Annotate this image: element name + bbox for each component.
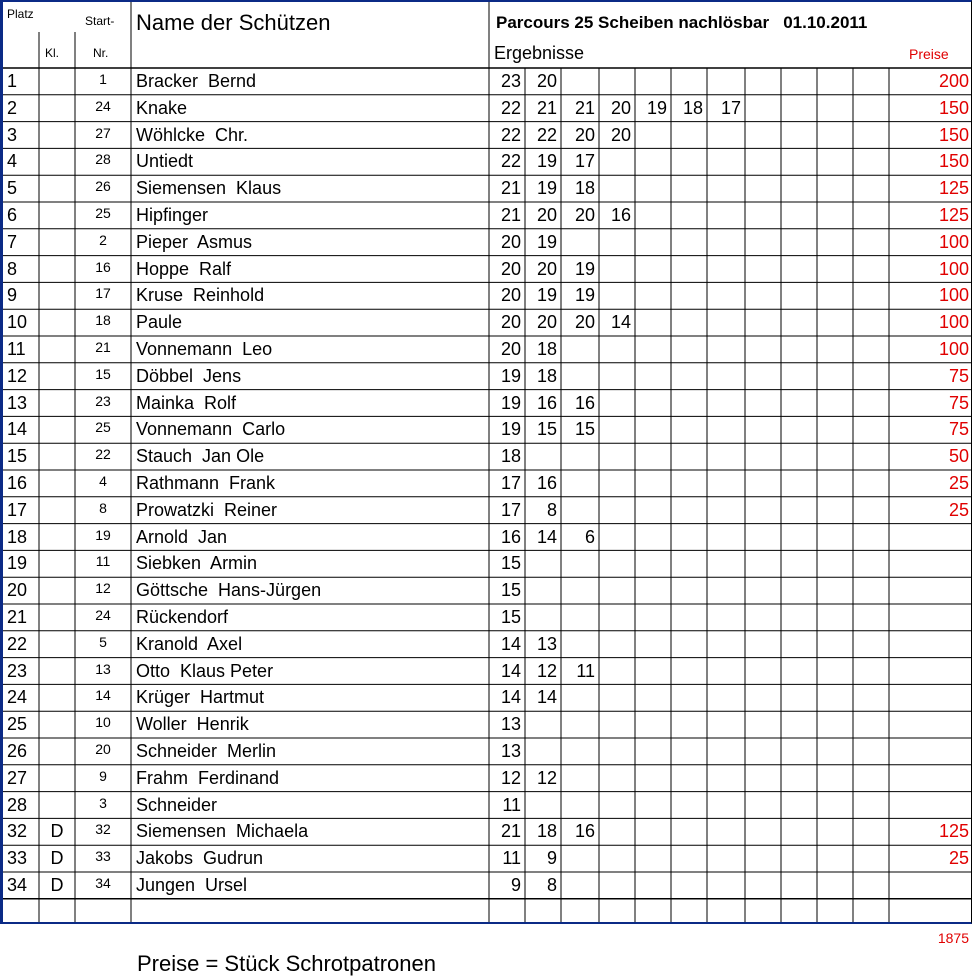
result-cell: 13 [500,741,521,761]
start-number-cell: 17 [95,285,111,302]
result-cell: 19 [536,178,557,199]
rank-cell: 19 [7,553,28,574]
result-cell: 12 [500,767,521,788]
rank-cell: 7 [7,231,18,252]
result-cell: 15 [500,580,521,601]
shooter-name-cell: Stauch Jan Ole [136,446,265,467]
rank-cell: 6 [7,205,18,225]
start-number-cell: 24 [95,607,111,623]
shooter-name-cell: Vonnemann Carlo [136,419,286,440]
result-cell: 20 [500,231,521,252]
start-number-cell: 22 [95,446,111,463]
shooter-name-cell: Jakobs Gudrun [136,848,264,869]
shooter-name-cell: Jungen Ursel [136,875,248,895]
start-number-cell: 27 [95,124,111,141]
result-cell: 16 [574,821,595,842]
shooter-name-cell: Hoppe Ralf [136,258,232,279]
start-number-cell: 14 [95,687,111,704]
result-cell: 14 [500,660,521,681]
rank-cell: 22 [7,633,28,654]
header-event: Parcours 25 Scheiben nachlösbar 01.10.2011 [496,13,868,32]
prize-cell: 25 [948,848,969,869]
result-cell: 6 [584,526,595,547]
start-number-cell: 3 [99,794,107,811]
result-cell: 16 [536,392,557,413]
prize-cell: 150 [938,97,969,118]
start-number-cell: 21 [95,339,111,355]
rank-cell: 24 [7,687,28,708]
result-cell: 11 [502,848,521,869]
result-cell: 18 [536,365,557,386]
result-cell: 20 [500,285,521,306]
prize-cell: 25 [948,499,969,520]
header-kl: Kl. [45,46,60,60]
header-ergebnisse: Ergebnisse [494,43,585,63]
result-cell: 19 [500,419,521,440]
shooter-name-cell: Rathmann Frank [136,473,276,493]
result-cell: 19 [536,285,557,306]
prize-cell: 100 [938,339,969,359]
rank-cell: 11 [7,339,26,359]
prize-cell: 125 [938,821,969,842]
prize-cell: 200 [938,71,969,91]
result-cell: 19 [500,392,521,413]
start-number-cell: 10 [95,714,111,731]
prize-cell: 100 [938,312,969,333]
shooter-name-cell: Otto Klaus Peter [136,660,274,681]
start-number-cell: 11 [95,553,111,570]
result-cell: 21 [574,97,595,118]
footer-note: Preise = Stück Schrotpatronen [137,951,436,976]
class-cell: D [50,821,64,842]
result-cell: 16 [536,473,557,493]
result-cell: 21 [500,821,521,842]
shooter-name-cell: Siemensen Klaus [136,178,282,199]
result-cell: 11 [576,660,595,681]
shooter-name-cell: Schneider [136,794,218,815]
start-number-cell: 25 [95,419,111,436]
shooter-name-cell: Siebken Armin [136,553,258,574]
rank-cell: 2 [7,97,18,118]
shooter-name-cell: Döbbel Jens [136,365,242,386]
result-cell: 23 [500,71,521,91]
result-cell: 17 [500,499,521,520]
rank-cell: 21 [7,607,28,627]
start-number-cell: 4 [99,473,107,489]
result-cell: 21 [500,178,521,199]
start-number-cell: 20 [95,741,111,757]
start-number-cell: 32 [95,821,111,838]
prize-cell: 75 [948,392,969,413]
start-number-cell: 9 [99,767,107,784]
result-cell: 18 [574,178,595,199]
result-cell: 20 [610,97,631,118]
shooter-name-cell: Knake [136,97,188,118]
prize-cell: 150 [938,124,969,145]
rank-cell: 27 [7,767,28,788]
result-cell: 9 [546,848,557,869]
rank-cell: 16 [7,473,28,493]
start-number-cell: 16 [95,258,111,275]
result-cell: 20 [536,258,557,279]
result-cell: 13 [536,633,557,654]
rank-cell: 18 [7,526,28,547]
result-cell: 19 [646,97,667,118]
start-number-cell: 34 [95,875,111,891]
result-cell: 20 [500,258,521,279]
result-cell: 20 [536,312,557,333]
shooter-name-cell: Rückendorf [136,607,229,627]
result-cell: 8 [546,875,557,895]
shooter-name-cell: Siemensen Michaela [136,821,309,842]
prize-cell: 25 [948,473,969,493]
result-cell: 20 [574,205,595,225]
shooter-name-cell: Frahm Ferdinand [136,767,280,788]
result-cell: 19 [574,258,595,279]
result-cell: 21 [536,97,557,118]
result-cell: 12 [536,660,557,681]
header-nr: Nr. [93,46,109,60]
shooter-name-cell: Schneider Merlin [136,741,277,761]
shooter-name-cell: Untiedt [136,151,194,172]
start-number-cell: 13 [95,660,111,677]
header-start: Start- [85,14,115,28]
start-number-cell: 2 [99,231,107,248]
result-cell: 14 [536,526,557,547]
header-platz: Platz [7,7,34,21]
result-cell: 18 [682,97,703,118]
prize-cell: 100 [938,231,969,252]
rank-cell: 4 [7,151,18,172]
start-number-cell: 5 [99,633,107,650]
shooter-name-cell: Göttsche Hans-Jürgen [136,580,322,601]
rank-cell: 20 [7,580,28,601]
shooter-name-cell: Kruse Reinhold [136,285,265,306]
result-cell: 20 [610,124,631,145]
result-cell: 18 [500,446,521,467]
prize-cell: 50 [948,446,969,467]
rank-cell: 3 [7,124,18,145]
shooter-name-cell: Arnold Jan [136,526,228,547]
rank-cell: 25 [7,714,28,735]
start-number-cell: 24 [95,97,111,114]
result-cell: 17 [500,473,521,493]
rank-cell: 5 [7,178,18,199]
result-cell: 19 [574,285,595,306]
rank-cell: 26 [7,741,28,761]
rank-cell: 14 [7,419,28,440]
rank-cell: 12 [7,365,28,386]
shooter-name-cell: Paule [136,312,183,333]
header-name: Name der Schützen [136,10,331,35]
start-number-cell: 18 [95,312,111,329]
start-number-cell: 1 [99,71,107,87]
start-number-cell: 8 [99,499,107,516]
prize-cell: 75 [948,419,969,440]
start-number-cell: 23 [95,392,111,409]
start-number-cell: 19 [95,526,111,543]
result-cell: 16 [610,205,631,225]
result-cell: 13 [500,714,521,735]
rank-cell: 13 [7,392,28,413]
result-cell: 18 [536,339,557,359]
shooter-name-cell: Woller Henrik [136,714,249,735]
prize-cell: 125 [938,205,969,225]
rank-cell: 10 [7,312,28,333]
rank-cell: 15 [7,446,28,467]
result-cell: 9 [510,875,521,895]
rank-cell: 9 [7,285,18,306]
rank-cell: 32 [7,821,28,842]
result-cell: 8 [546,499,557,520]
shooter-name-cell: Prowatzki Reiner [136,499,278,520]
start-number-cell: 25 [95,205,111,221]
rank-cell: 17 [7,499,28,520]
shooter-name-cell: Wöhlcke Chr. [136,124,249,145]
result-cell: 14 [500,633,521,654]
prize-total: 1875 [937,930,969,946]
shooter-name-cell: Krüger Hartmut [136,687,265,708]
prize-cell: 75 [948,365,969,386]
result-cell: 15 [536,419,557,440]
result-cell: 14 [500,687,521,708]
result-cell: 20 [536,205,557,225]
result-cell: 11 [502,794,521,815]
start-number-cell: 28 [95,151,111,168]
start-number-cell: 15 [95,365,111,382]
start-number-cell: 12 [95,580,111,597]
result-cell: 20 [574,124,595,145]
prize-cell: 125 [938,178,969,199]
result-cell: 15 [500,553,521,574]
shooter-name-cell: Vonnemann Leo [136,339,273,359]
shooter-name-cell: Mainka Rolf [136,392,237,413]
shooter-name-cell: Kranold Axel [136,633,243,654]
result-cell: 22 [536,124,557,145]
rank-cell: 34 [7,875,28,895]
result-cell: 17 [720,97,741,118]
rank-cell: 23 [7,660,28,681]
rank-cell: 1 [7,71,18,91]
result-cell: 16 [500,526,521,547]
result-cell: 21 [500,205,521,225]
start-number-cell: 26 [95,178,111,195]
result-cell: 19 [536,231,557,252]
shooter-name-cell: Hipfinger [136,205,209,225]
rank-cell: 33 [7,848,28,869]
result-cell: 15 [574,419,595,440]
prize-cell: 100 [938,258,969,279]
result-cell: 17 [574,151,595,172]
result-cell: 15 [500,607,521,627]
class-cell: D [50,848,64,869]
result-cell: 12 [536,767,557,788]
start-number-cell: 33 [95,848,111,865]
shooter-name-cell: Pieper Asmus [136,231,253,252]
result-cell: 19 [500,365,521,386]
result-cell: 20 [574,312,595,333]
result-cell: 16 [574,392,595,413]
result-cell: 22 [500,151,521,172]
result-cell: 14 [610,312,631,333]
prize-cell: 100 [938,285,969,306]
result-cell: 14 [536,687,557,708]
prize-cell: 150 [938,151,969,172]
result-cell: 20 [500,339,521,359]
rank-cell: 8 [7,258,18,279]
result-cell: 20 [536,71,557,91]
result-cell: 18 [536,821,557,842]
header-preise: Preise [909,46,949,62]
result-cell: 19 [536,151,557,172]
result-cell: 22 [500,97,521,118]
result-cell: 20 [500,312,521,333]
class-cell: D [50,875,64,895]
shooter-name-cell: Bracker Bernd [136,71,257,91]
result-cell: 22 [500,124,521,145]
rank-cell: 28 [7,794,28,815]
